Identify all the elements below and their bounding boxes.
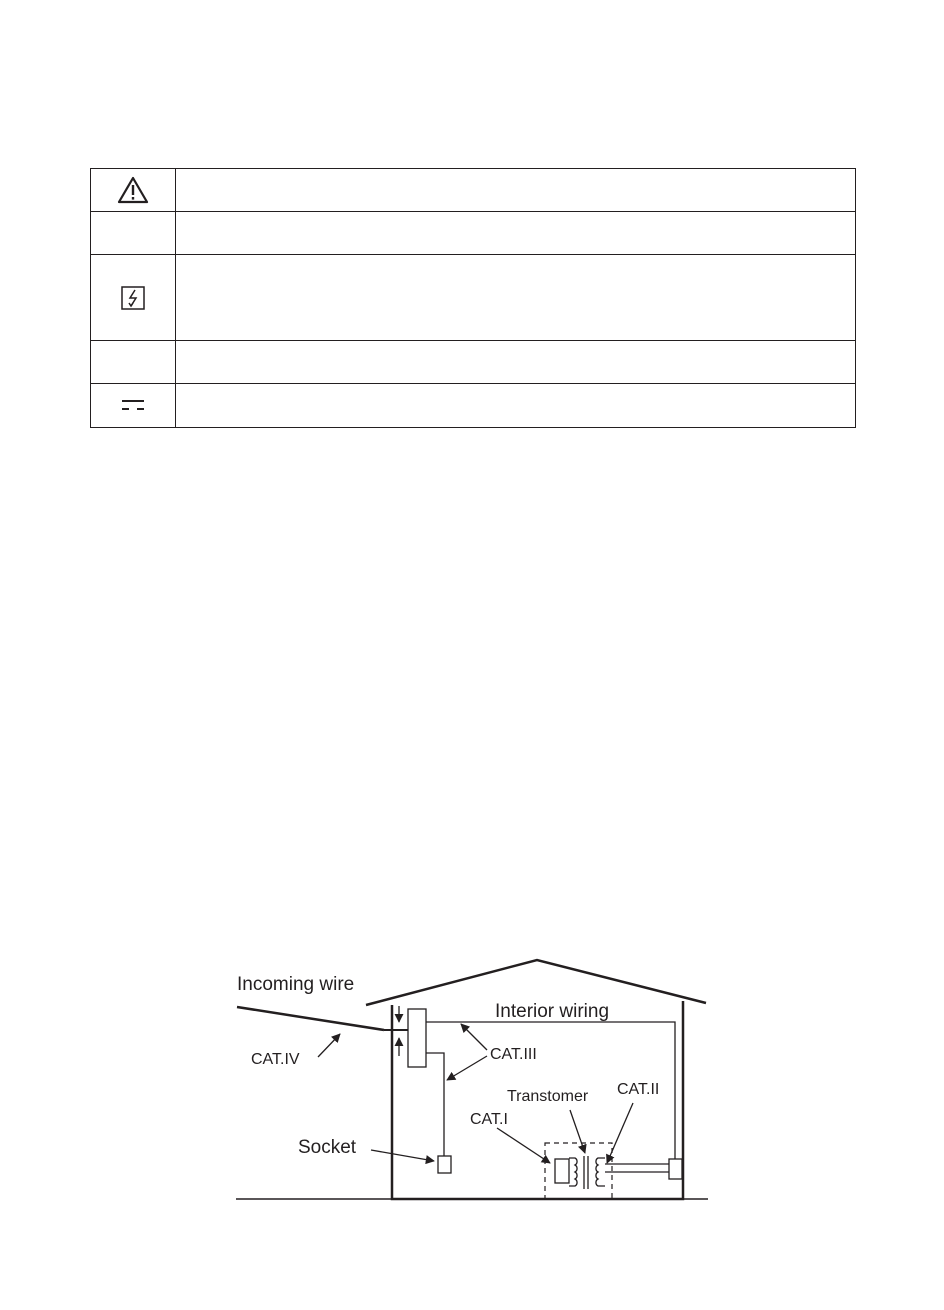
- cat-iv-label: CAT.IV: [251, 1051, 300, 1068]
- cat-iii-arrow-top: [461, 1024, 487, 1050]
- distribution-panel: [408, 1009, 426, 1067]
- wall-outlet: [669, 1159, 682, 1179]
- transformer-primary-coil: [569, 1158, 577, 1186]
- incoming-wire-label: Incoming wire: [237, 974, 355, 995]
- cat-iii-arrow-bottom: [447, 1056, 487, 1080]
- interior-wiring-label: Interior wiring: [495, 1001, 610, 1022]
- cat-i-label: CAT.I: [470, 1111, 508, 1128]
- socket-box: [438, 1156, 451, 1173]
- socket-arrow: [371, 1150, 434, 1161]
- transformer-secondary-coil: [596, 1158, 605, 1186]
- socket-label: Socket: [298, 1137, 357, 1158]
- transformer-label: Transtomer: [507, 1088, 589, 1105]
- socket-wire: [426, 1053, 444, 1156]
- transformer-arrow: [570, 1110, 585, 1153]
- transformer-device: [555, 1159, 569, 1183]
- cat-ii-label: CAT.II: [617, 1081, 660, 1098]
- house-roof: [366, 960, 706, 1005]
- cat-iii-label: CAT.III: [490, 1046, 537, 1063]
- cat-ii-arrow: [607, 1103, 633, 1163]
- cat-i-arrow: [497, 1128, 550, 1163]
- incoming-wire: [237, 1007, 384, 1030]
- cat-iv-arrow: [318, 1034, 340, 1057]
